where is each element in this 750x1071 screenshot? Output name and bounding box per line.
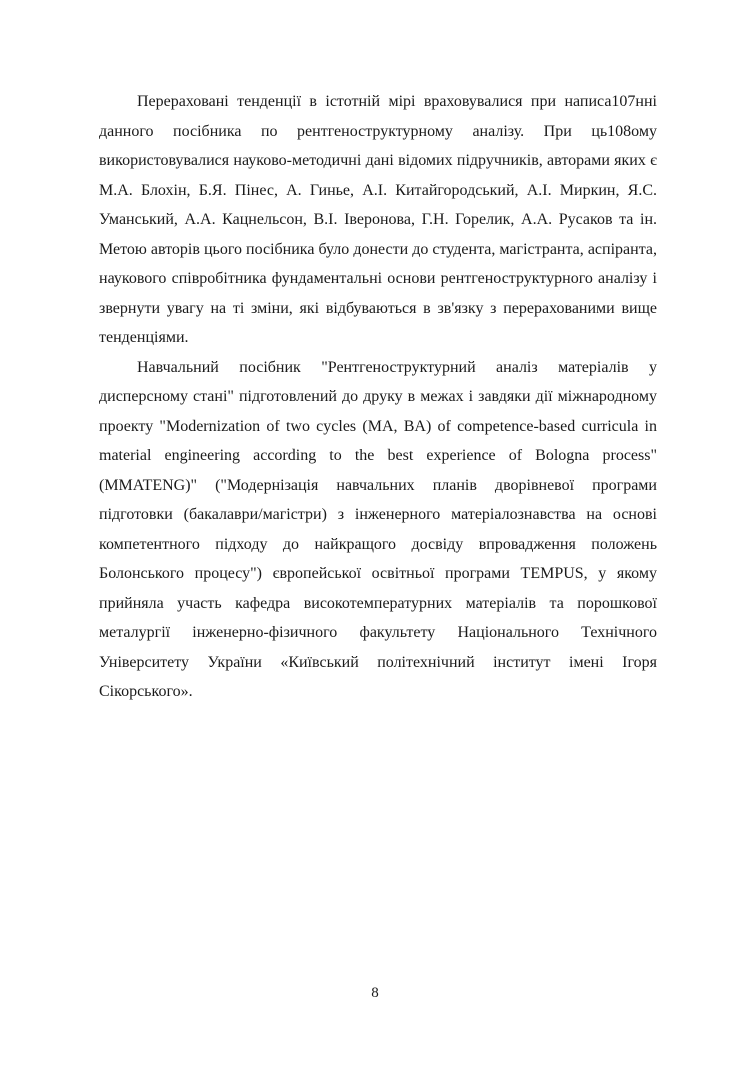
body-text — [99, 87, 657, 707]
paragraph-2: Навчальний посібник "Рентгеноструктурний аналіз матеріалів у дисперсному стані" підготовлений до друку в межах і завдяки дії міжнародному проекту "Modernization of two cycles (MA, BA) of competence-based curricula in material engineering according to the best experience of Bologna process" (MMATENG)" ("Модернізація навчальних планів дворівневої програми підготовки (бакалаври/магістри) з інженерного матеріалознавства на основі компетентного підходу до найкращого досвіду впровадження положень Болонського процесу") європейської освітньої програми TEMPUS, у якому прийняла участь кафедра високотемпературних матеріалів та порошкової металургії інженерно-фізичного факультету Національного Технічного Університету України «Київський політехнічний інститут імені Ігоря Сікорського». — [99, 358, 657, 700]
page-number: 8 — [371, 985, 379, 1001]
paragraph-1: Перераховані тенденції в істотній мірі враховувалися при написа107нні данного посібника по рентгеноструктурному аналізу. При ць108ому використовувалися науково-методичні дані відомих підручників, авторами яких є М.А. Блохін, Б.Я. Пінес, А. Гинье, А.І. Китайгородський, А.І. Миркин, Я.С. Уманський, А.А. Кацнельсон, В.І. Іверонова, Г.Н. Горелик, А.А. Русаков та ін. Метою авторів цього посібника було донести до студента, магістранта, аспіранта, наукового співробітника фундаментальні основи рентгеноструктурного аналізу і звернути увагу на ті зміни, які відбуваються в зв'язку з перерахованими вище тенденціями. — [99, 93, 657, 346]
